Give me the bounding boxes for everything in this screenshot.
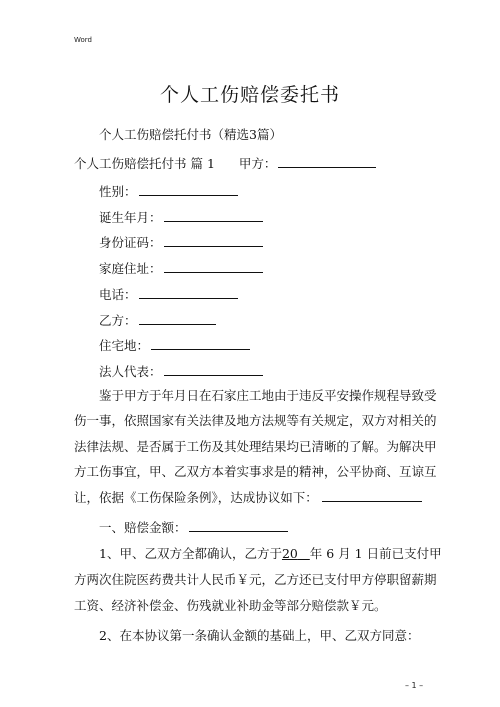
paragraph-preamble — [74, 383, 437, 510]
compensation-label: 一、赔偿金额： — [99, 520, 187, 535]
field-label: 住宅地： — [99, 338, 150, 353]
field-blank — [164, 234, 263, 247]
paragraph-item-2: 2、在本协议第一条确认金额的基础上，甲、乙双方同意： — [99, 628, 420, 643]
field-blank — [139, 286, 238, 299]
year-blank — [298, 546, 310, 561]
para-line: 方工伤事宜，甲、乙双方本着实事求是的精神，公平协商、互谅互 — [74, 464, 437, 480]
document-subtitle: 个人工伤赔偿托付书（精选3篇） — [99, 127, 282, 142]
field-blank — [164, 209, 263, 222]
field-label: 乙方： — [99, 313, 137, 328]
field-party-b — [99, 311, 216, 329]
field-id — [99, 233, 263, 251]
para-line-last: 让，依据《工伤保险条例》，达成协议如下： — [74, 485, 434, 510]
section-heading: 个人工伤赔偿托付书 篇 1 — [74, 156, 215, 171]
paragraph-item-1 — [74, 541, 442, 619]
field-label: 家庭住址： — [99, 261, 162, 276]
field-label: 法人代表： — [99, 364, 162, 379]
para-line: 鉴于甲方于年月日在石家庄工地由于违反平安操作规程导致受 — [99, 388, 437, 403]
document-title: 个人工伤赔偿委托书 — [159, 84, 340, 106]
header-tag: Word — [74, 36, 92, 44]
compensation-blank — [189, 519, 288, 532]
field-birth — [99, 208, 263, 226]
field-address — [99, 259, 263, 277]
field-label: 身份证码： — [99, 235, 162, 250]
field-phone — [99, 285, 238, 303]
field-legal-rep — [99, 362, 263, 380]
field-blank — [151, 337, 250, 350]
field-blank — [164, 363, 263, 376]
para-line: 法律法规、是否属于工伤及其处理结果均已清晰的了解。为解决甲 — [74, 438, 437, 454]
field-blank — [139, 312, 216, 325]
page-number: – 1 – — [405, 681, 424, 690]
field-label: 性别： — [99, 184, 137, 199]
section-heading-row — [74, 154, 376, 172]
party-a-blank — [278, 155, 376, 168]
field-label: 电话： — [99, 287, 137, 302]
year-value: 20 — [281, 546, 298, 561]
para-line: 1、甲、乙双方全都确认，乙方于20 年 6 月 1 日前已支付甲 — [99, 546, 442, 561]
para-line: 方两次住院医药费共计人民币￥元，乙方还已支付甲方停职留薪期 — [74, 572, 437, 587]
para-line: 工资、经济补偿金、伤残就业补助金等部分赔偿款￥元。 — [74, 598, 387, 613]
agreement-blank — [322, 489, 422, 502]
field-blank — [139, 183, 238, 196]
party-a-label: 甲方： — [238, 156, 277, 171]
field-residence — [99, 336, 250, 354]
field-label: 诞生年月： — [99, 210, 162, 225]
field-blank — [164, 260, 263, 273]
para-line: 伤一事，依照国家有关法律及地方法规等有关规定，双方对相关的 — [74, 413, 437, 429]
compensation-amount-row — [99, 518, 288, 536]
field-gender — [99, 182, 238, 200]
